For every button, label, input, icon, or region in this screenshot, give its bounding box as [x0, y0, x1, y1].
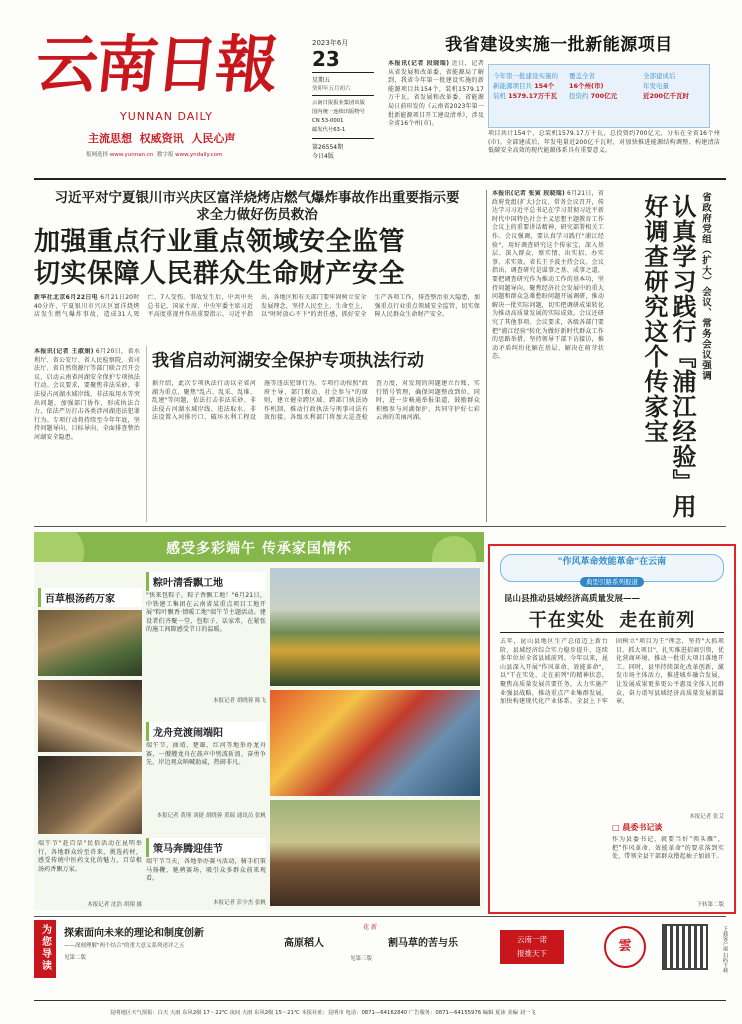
date-day: 23 — [312, 47, 340, 71]
qr-banner[interactable] — [500, 930, 564, 964]
guide-side-label-text: 为您导读 — [39, 924, 51, 972]
issue-number: 第26554期 — [312, 144, 344, 151]
herbs-credit: 本报记者 沈浩 胡翔 摄 — [87, 902, 142, 908]
herbs-body: 端午节"赶百草"民俗活动在昆明举行，各地群众纷至沓来，挑选药材，感受传统中医药文化的魅力，百草根汤药香飘万家。 — [38, 840, 142, 873]
guide-item-1[interactable] — [64, 924, 264, 961]
section-herbs — [38, 588, 142, 908]
featured-kicker: 昆山县推动县域经济高质量发展—— — [504, 594, 641, 604]
dragonboat-credit: 本报记者 黄瑾 刘捷 胡晓蓉 黄瑞 通讯员 张帆 — [156, 813, 266, 819]
right-column-body: 本报讯(记者 张寅 段晓瑞) 6月21日，省政府党组(扩大)会议、常务会议召开，传达学习习近平总书记在学习贯彻习近平新时代中国特色社会主义思想主题教育工作会议上的重要讲话精神，研究部署相关工作。会议强调，要认真学习践行"浦江经验"，用好调查研究这个传家宝，深入基层、深入群众，察实情、出实招、办实事、求实效。省长王予波主持会议。会议指出，调查研究是谋事之基、成事之道，要把调查研究作为推动工作的基本功，坚持问题导向，聚焦经济社会发展中的重大问题和群众急难愁盼问题开展调研，推动解决一批实际问题，切实把调研成果转化为推动高质量发展的实际成效。会议还研究了其他事项。会议要求，各级各部门要把"浦江经验"转化为做好新时代群众工作的思路举措，坚持领导干部下访接访，推动矛盾纠纷化解在基层、解决在萌芽状态。 — [492, 190, 604, 361]
guide-item-2-tag: 花 新 — [363, 924, 377, 931]
herbs-photo-2 — [38, 680, 142, 752]
right-column-vertical-kicker: 省政府党组（扩大）会议、常务会议强调 — [700, 192, 711, 381]
publisher-line: 云南日报报业集团出版 — [312, 100, 365, 106]
sub-story — [34, 346, 480, 522]
lead-title-1: 加强重点行业重点领域安全监管 — [34, 227, 406, 257]
dragonboat-body: 端午节，曲靖、楚雄、红河等地举办龙舟赛，一艘艘龙舟在鼓声中劈波斩浪、奋勇争先，岸边观众呐喊助威，热闹非凡。 — [146, 742, 266, 767]
dateline — [312, 38, 390, 168]
stat-1: 今年第一批建设实施的 新能源项目共 154个 装机 1579.17万千瓦 — [493, 72, 558, 100]
top-story-stats — [488, 64, 710, 128]
series-banner — [500, 554, 724, 586]
commentary-title: □ 晨委书记谈 — [612, 822, 663, 832]
zongzi-credit: 本报记者 胡晓蓉 陈飞 — [213, 698, 266, 704]
right-column — [492, 190, 726, 524]
festival-spread — [34, 532, 484, 910]
featured-credit: 本报记者 张艾 — [689, 814, 724, 820]
top-story-body-right: 项目共计154个，总装机1579.17万千瓦，总投资约700亿元，分布在全省16个州(市)。全部建成后，年发电量近200亿千瓦时，对加快推进能源结构调整、构建清洁低碳安全高效的现代能源体系具有重要意义。 — [488, 130, 720, 155]
horse-photo — [270, 800, 480, 906]
guide-item-1-title: 探索面向未来的理论和制度创新 — [64, 928, 204, 939]
horse-credit: 本报记者 彭少杰 张帆 — [213, 900, 266, 906]
series-title: "作风革命效能革命"在云南 — [557, 557, 667, 567]
qr-label: 云南一诺 — [517, 935, 547, 944]
section-horse-title: 策马奔腾迎佳节 — [146, 838, 266, 857]
guide-item-3-title: 割马草的苦与乐 — [388, 938, 458, 949]
top-story — [388, 34, 720, 172]
date-year-month: 2023年6月 — [312, 39, 349, 47]
app-download-text: 下载客户端 扫码下载 — [722, 926, 728, 973]
stat-2: 覆盖全省 16个州(市) 投资约 700亿元 — [569, 72, 618, 100]
guide-item-3-page: 见第三版 — [350, 956, 373, 962]
zongzi-body: "快来包粽子，粽子香飘工地！"6月21日，中铁建工集团在云南省某重点项目工地开展"粽叶飘香·情暖工地"端午节主题活动。建设者们齐聚一堂，包粽子、话家常，在紧张的施工间隙感受节日的温暖。 — [146, 592, 266, 634]
guide-side-label — [34, 920, 56, 978]
footer-line: 昆明地区天气预报：白天 大雨 东风2级 17～22℃ 夜间 大雨 东风2级 15～21℃ 本报社址：昆明市 电话：0871—64162840 广告服务：0871—64155976 编辑 夏沛 美编 刘一飞 — [110, 1010, 536, 1016]
publisher-line: 邮发代号63-1 — [312, 127, 346, 133]
guide-item-1-page: 见第二版 — [64, 955, 87, 961]
herbs-photo-1 — [38, 610, 142, 676]
featured-body: 去年，昆山县地区生产总值迈上新台阶，县域经济综合实力稳步提升，连续多年位居全省县域前列。今年以来，昆山县深入开展"作风革命、效能革命"，以"干在实处、走在前列"的精神状态，聚焦高质量发展首要任务，大力实施产业强县战略，推动重点产业集群发展，加快构建现代化产业体系。全县上下牢固树立"项目为王"理念，坚持"大抓项目、抓大项目"，扎实推进招商引资，优化营商环境，推动一批重大项目落地开工。同时，县里持续深化改革创新，激发市场主体活力，推进城乡融合发展，让发展成果更多更公平惠及全体人民群众，奋力谱写县域经济高质量发展新篇章。 — [500, 638, 724, 706]
logo-latin: YUNNAN DAILY — [120, 110, 213, 123]
sub-story-body: 据介绍，此次专项执法行动以全省河湖为重点，聚焦"乱占、乱采、乱堆、乱建"等问题，依法打击非法采砂、非法侵占河湖水域岸线、违法取水、非法设置入河排污口、破坏水利工程设施等违法犯罪行为。专项行动按照"政府主导、部门联动、社会参与"的原则，建立健全跨区域、跨部门执法协作机制，推动行政执法与刑事司法有效衔接。各级水利部门将加大巡查检查力度，对发现的问题建立台账，实行销号管理，确保问题整改到位。同时，进一步畅通举报渠道，鼓励群众积极参与河湖保护，共同守护好七彩云南的美丽河湖。 — [152, 380, 480, 422]
guide-item-2-title: 高原稻人 — [284, 938, 324, 949]
seal-logo: 雲 — [604, 926, 646, 968]
lead-story — [34, 190, 480, 340]
festival-banner — [34, 532, 484, 562]
masthead — [34, 26, 304, 176]
lead-title-2: 切实保障人民群众生命财产安全 — [34, 259, 406, 289]
featured-title: 干在实处 走在前列 — [528, 610, 696, 631]
commentary-body: 作为县委书记，就要当好"领头雁"，把"作风革命、效能革命"的要求落到实处，带领全县干部群众撸起袖子加油干。 — [612, 836, 724, 861]
newspaper-logo: 云南日報 — [32, 28, 280, 101]
guide-item-1-sub: ——深刻理解"两个结合"的重大意义系列述评之五 — [64, 943, 185, 949]
sub-story-left-col: 本报讯(记者 王淑娟) 6月20日，省水利厅、省公安厅、省人民检察院、省司法厅、省自然资源厅等部门联合召开会议，启动云南省河湖安全保护专项执法行动。会议要求，要聚焦非法采砂、非法侵占河湖水域岸线、非法取用水等突出问题，加强部门协作，形成执法合力，依法严厉打击各类涉河湖违法犯罪行为。专项行动将持续至今年年底，坚持问题导向、目标导向，全面排查整治河湖安全隐患。 — [34, 348, 140, 441]
herbs-photo-3 — [38, 756, 142, 834]
top-story-body-left: 本报讯(记者 段晓瑞) 近日，记者从省发展和改革委、省能源局了解到，我省今年第一批建设实施的新能源项目共154个，装机1579.17万千瓦。省发展和改革委、省能源局日前印发的《云南省2023年第一批新能源项目开工建设清单》，涉及全省16个州(市)。 — [388, 60, 484, 128]
masthead-links: 报网选择 www.yunnan.cn 数字报 www.yndaily.com — [86, 152, 223, 158]
section-zongzi-title: 粽叶清香飘工地 — [146, 572, 266, 591]
sub-story-title: 我省启动河湖安全保护专项执法行动 — [152, 351, 424, 371]
stat-3: 全部建成后 年发电量 近200亿千瓦时 — [643, 72, 690, 100]
publisher-line: CN 53-0001 — [312, 118, 344, 124]
qr-code[interactable] — [662, 924, 708, 970]
commentary-tail: 下转第二版 — [696, 902, 724, 908]
lead-kicker: 习近平对宁夏银川市兴庆区富洋烧烤店燃气爆炸事故作出重要指示要求全力做好伤员救治 — [54, 190, 460, 223]
zongzi-photo — [270, 568, 480, 686]
series-sub: 典型引路系列报道 — [580, 577, 644, 587]
top-story-title: 我省建设实施一批新能源项目 — [445, 35, 673, 55]
festival-banner-text: 感受多彩端午 传承家国情怀 — [166, 541, 352, 557]
dragonboat-photo — [270, 690, 480, 796]
publisher-line: 国内统一连续出版物号 — [312, 109, 365, 115]
section-zongzi — [146, 572, 266, 908]
guide-item-2[interactable] — [270, 922, 470, 962]
lead-body: 新华社北京6月22日电 6月21日20时40分许，宁夏银川市兴庆区富洋烧烤店发生燃气爆炸事故，造成31人死亡、7人受伤。事故发生后，中共中央总书记、国家主席、中央军委主席习近平高度重视并作出重要指示。习近平指出，各地区和有关部门要牢固树立安全发展理念，坚持人民至上、生命至上，以"时时放心不下"的责任感，抓好安全生产各项工作，排查整治重大隐患，加强重点行业重点领域安全监管，切实保障人民群众生命财产安全。 — [34, 294, 480, 319]
date-lunar: 癸卯年五月初六 — [312, 86, 351, 92]
horse-body: 端午节当天，各地举办赛马活动，骑手们策马扬鞭，驰骋赛场，吸引众多群众前来观看。 — [146, 858, 266, 883]
section-dragonboat-title: 龙舟竞渡闹端阳 — [146, 722, 266, 741]
masthead-slogan: 主流思想 权威资讯 人民心声 — [88, 132, 236, 145]
date-weekday: 星期五 — [312, 77, 331, 84]
right-column-vertical-title: 认真学习践行『浦江经验』用好调查研究这个传家宝 — [640, 194, 697, 519]
featured-story — [488, 544, 736, 914]
bottom-guide — [34, 920, 726, 978]
section-herbs-title: 百草根汤药万家 — [38, 588, 142, 607]
qr-label-2: 报推天下 — [517, 949, 547, 958]
page-count: 今日4版 — [312, 153, 334, 160]
